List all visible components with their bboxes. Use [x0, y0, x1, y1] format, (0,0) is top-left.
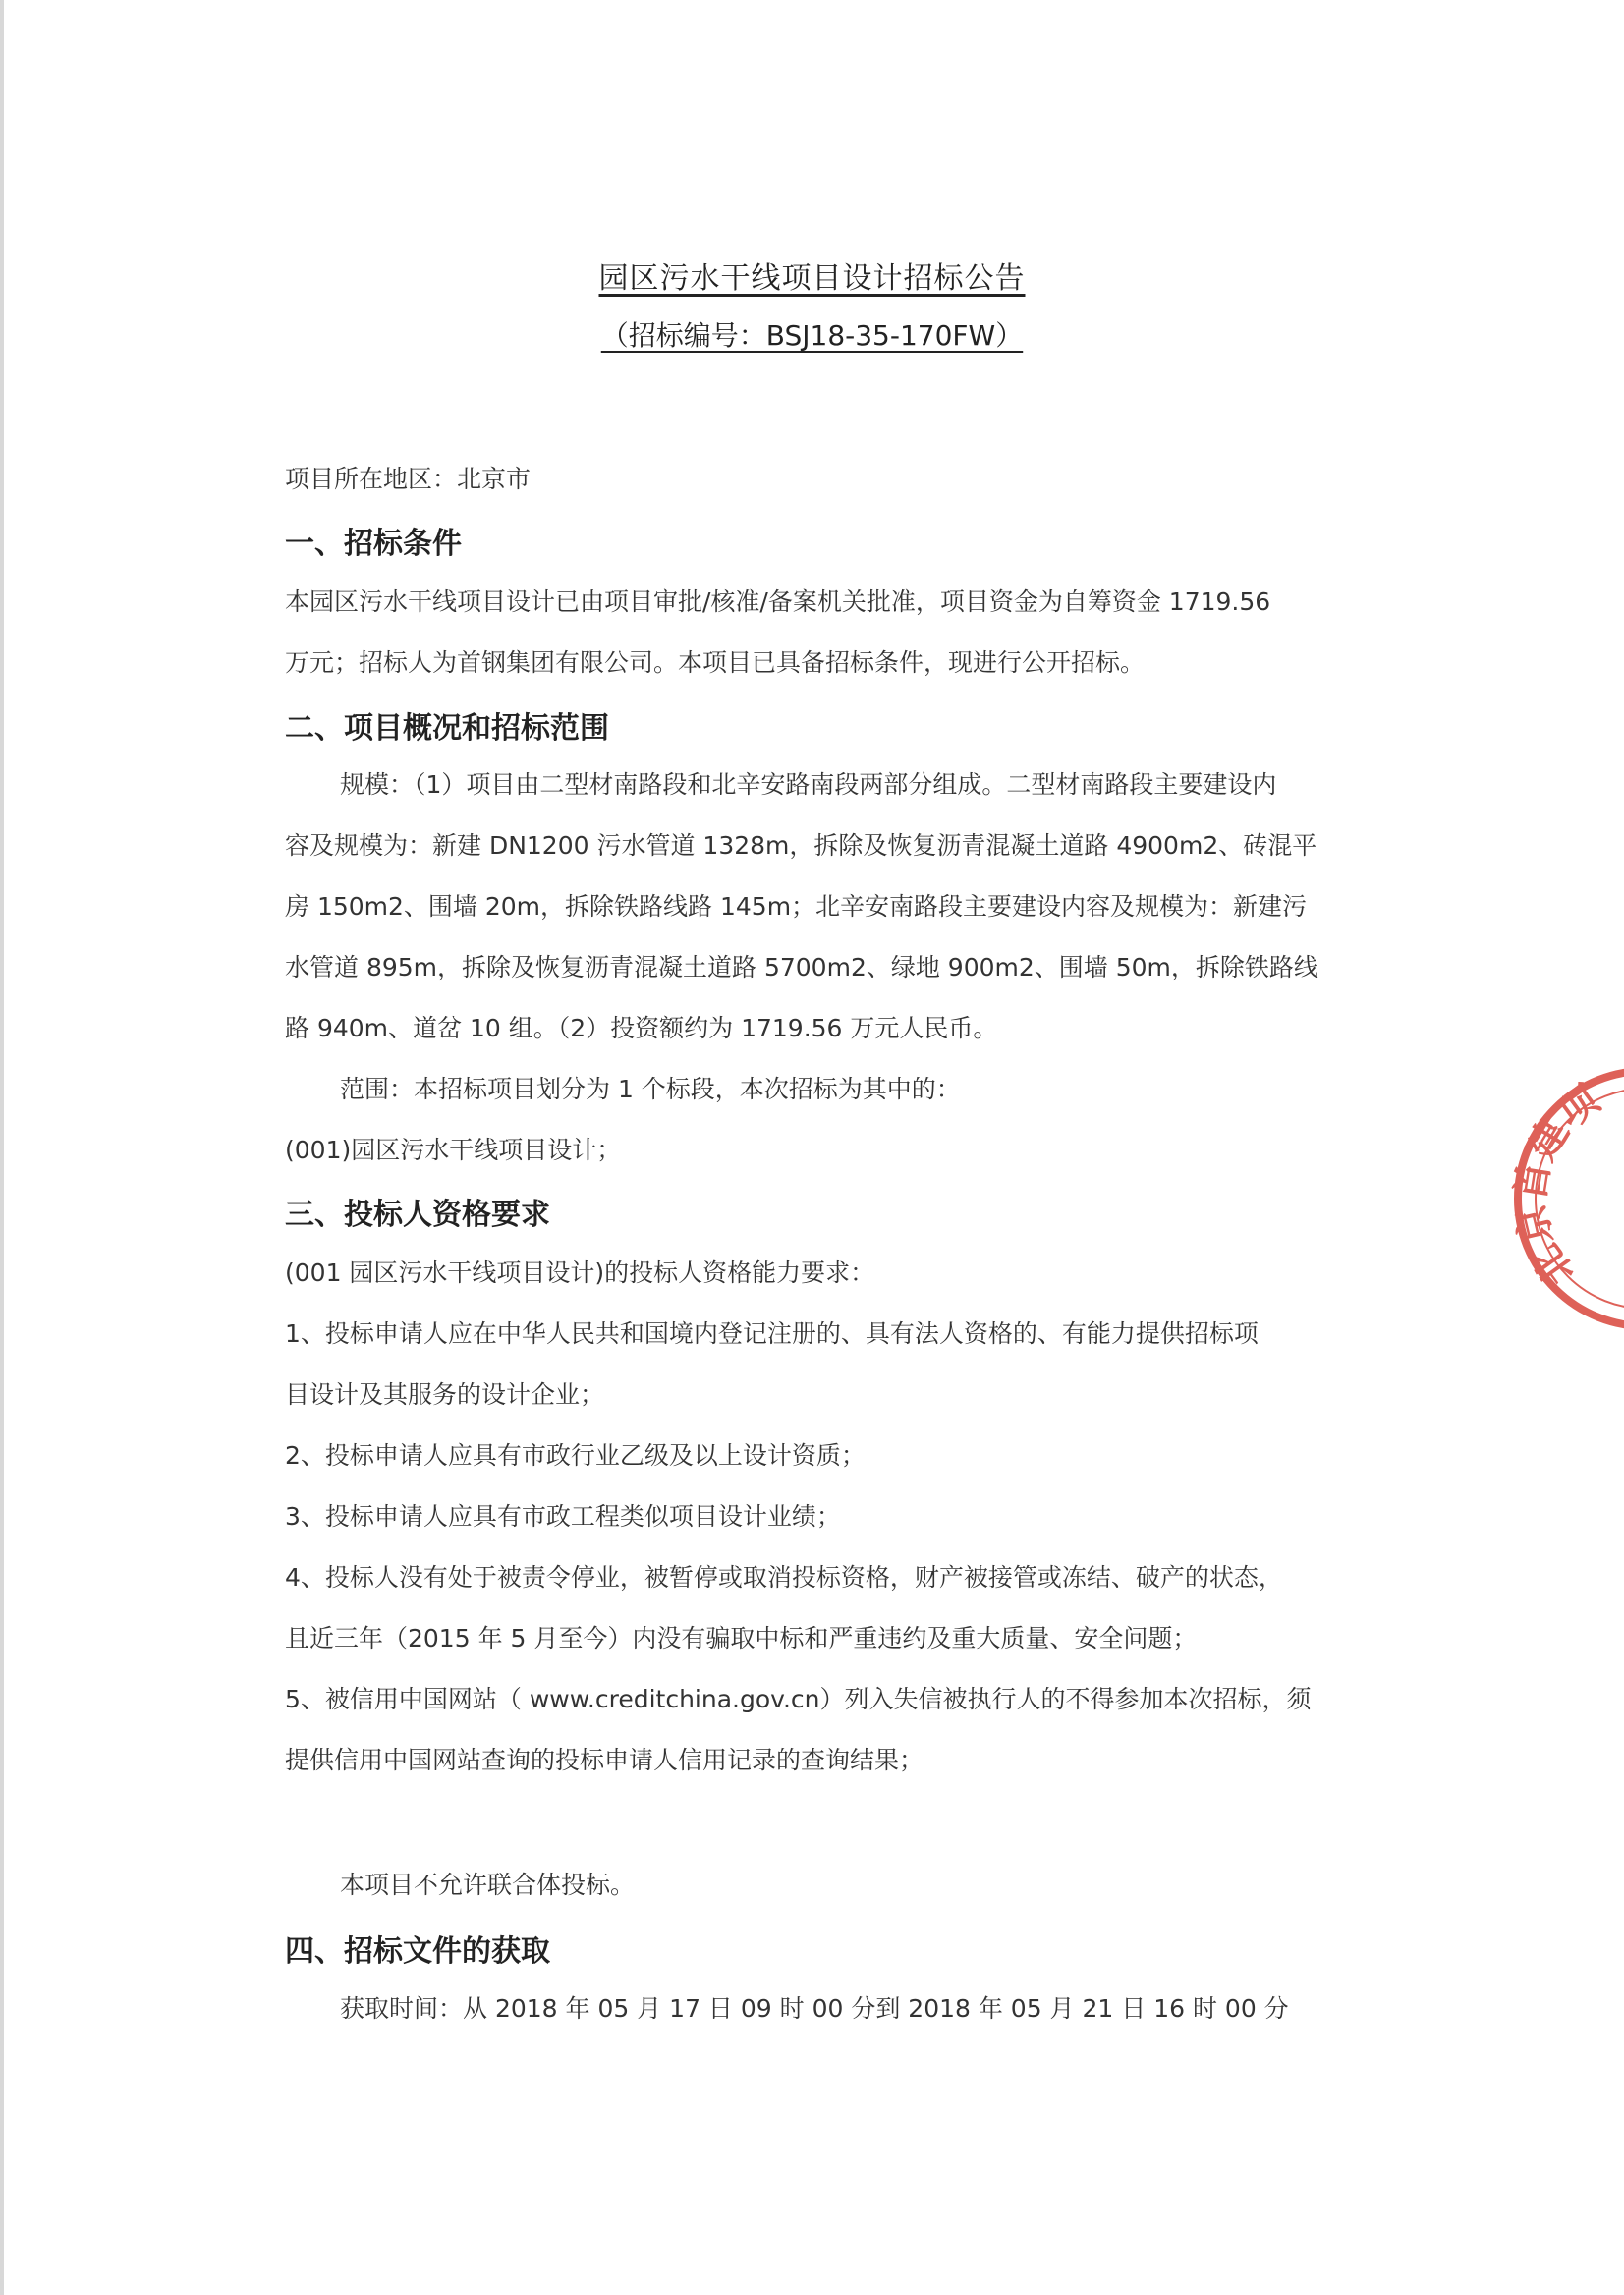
scope-line: 范围：本招标项目划分为 1 个标段，本次招标为其中的： [340, 1075, 961, 1103]
section-heading-3: 三、投标人资格要求 [285, 1198, 550, 1232]
requirement-line: 5、被信用中国网站（ www.creditchina.gov.cn）列入失信被执行人的不得参加本次招标，须 [285, 1685, 1312, 1713]
bid-number: （招标编号：BSJ18-35-170FW） [600, 319, 1024, 352]
acquisition-time: 获取时间：从 2018 年 05 月 17 日 09 时 00 分到 2018 年 05 月 21 日 16 时 00 分 [340, 1994, 1289, 2023]
paragraph-line: (001 园区污水干线项目设计)的投标人资格能力要求： [285, 1259, 875, 1287]
lot-line: (001)园区污水干线项目设计； [285, 1136, 622, 1164]
paragraph-line: 万元；招标人为首钢集团有限公司。本项目已具备招标条件，现进行公开招标。 [285, 648, 1146, 677]
paragraph-line: 路 940m、道岔 10 组。（2）投资额约为 1719.56 万元人民币。 [285, 1014, 998, 1042]
requirement-line: 目设计及其服务的设计企业； [285, 1380, 605, 1409]
requirement-line: 1、投标申请人应在中华人民共和国境内登记注册的、具有法人资格的、有能力提供招标项 [285, 1319, 1259, 1348]
section-heading-2: 二、项目概况和招标范围 [285, 711, 609, 746]
svg-text:北京首建项 [1508, 1077, 1608, 1294]
paragraph-line: 水管道 895m，拆除及恢复沥青混凝土道路 5700m2、绿地 900m2、围墙 50m，拆除铁路线 [285, 953, 1318, 981]
requirement-line: 3、投标申请人应具有市政工程类似项目设计业绩； [285, 1502, 841, 1531]
requirement-line: 4、投标人没有处于被责令停业，被暂停或取消投标资格，财产被接管或冻结、破产的状态， [285, 1563, 1283, 1592]
section-heading-4: 四、招标文件的获取 [285, 1934, 550, 1969]
project-location: 项目所在地区：北京市 [285, 465, 532, 493]
document-title: 园区污水干线项目设计招标公告 [598, 261, 1026, 296]
requirement-line: 2、投标申请人应具有市政行业乙级及以上设计资质； [285, 1441, 866, 1470]
requirement-line: 提供信用中国网站查询的投标申请人信用记录的查询结果； [285, 1746, 924, 1774]
requirement-line: 且近三年（2015 年 5 月至今）内没有骗取中标和严重违约及重大质量、安全问题； [285, 1624, 1198, 1652]
seal-text: 北京首建项 [1508, 1077, 1608, 1295]
paragraph-line: 房 150m2、围墙 20m，拆除铁路线路 145m；北辛安南路段主要建设内容及规模为：新建污 [285, 892, 1308, 921]
paragraph-line: 容及规模为：新建 DN1200 污水管道 1328m，拆除及恢复沥青混凝土道路 4900m2、砖混平 [285, 831, 1317, 860]
red-seal-stamp [1508, 1061, 1624, 1336]
consortium-note: 本项目不允许联合体投标。 [340, 1871, 636, 1899]
section-heading-1: 一、招标条件 [285, 527, 462, 561]
paragraph-line: 本园区污水干线项目设计已由项目审批/核准/备案机关批准，项目资金为自筹资金 1719.56 [285, 588, 1271, 616]
paragraph-line: 规模：（1）项目由二型材南路段和北辛安路南段两部分组成。二型材南路段主要建设内 [340, 770, 1277, 799]
